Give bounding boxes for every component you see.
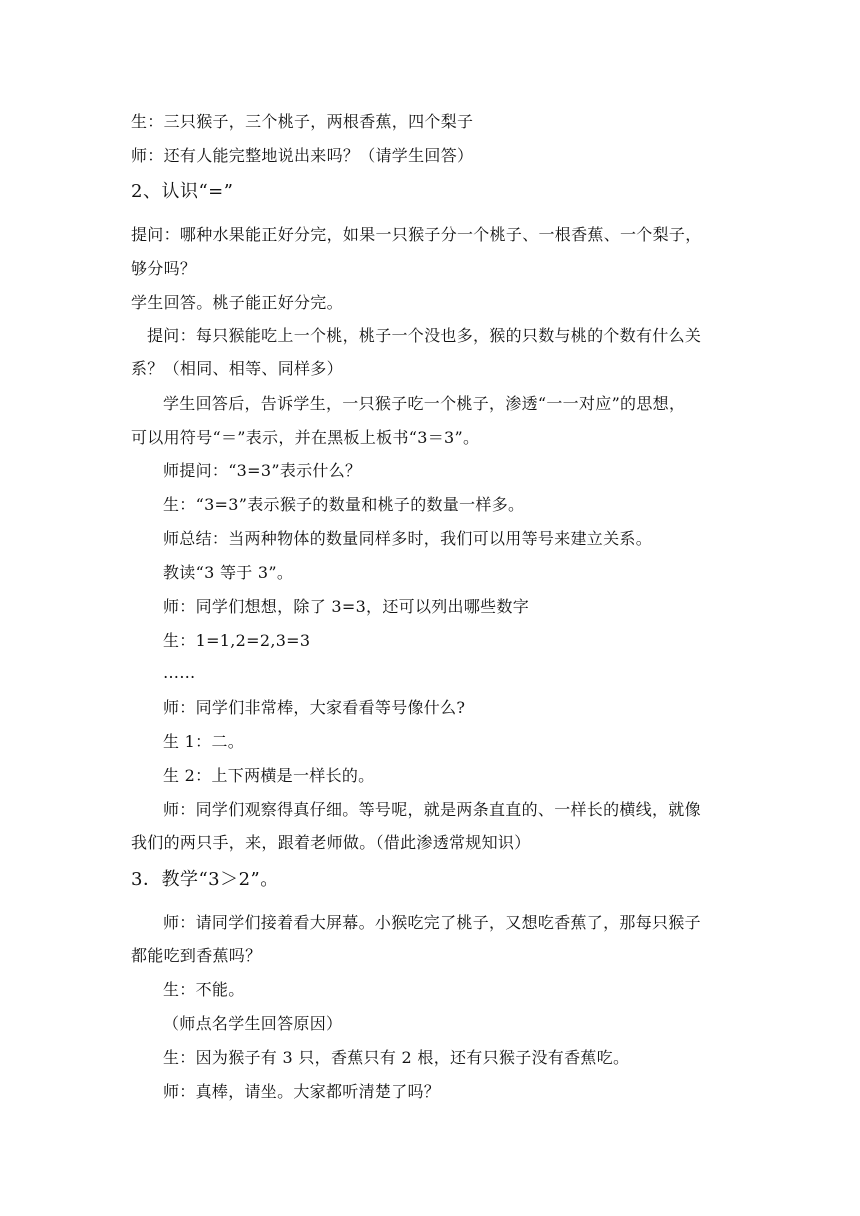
text-line: （师点名学生回答原因） (163, 1014, 343, 1033)
text-line: 师：同学们想想，除了 3=3，还可以列出哪些数字 (163, 597, 530, 616)
text-line: 可以用符号“＝”表示，并在黑板上板书“3＝3”。 (131, 428, 480, 447)
text-line: 生：不能。 (163, 980, 245, 999)
section-heading: 2、认识“=” (131, 181, 234, 202)
text-line: 学生回答后，告诉学生，一只猴子吃一个桃子，渗透“一一对应”的思想， (163, 394, 686, 413)
text-line: 学生回答。桃子能正好分完。 (131, 293, 343, 312)
text-line: 够分吗？ (131, 259, 197, 278)
text-line: 生：三只猴子，三个桃子，两根香蕉，四个梨子 (131, 112, 474, 131)
text-line: 教读“3 等于 3”。 (163, 563, 294, 582)
text-line: 我们的两只手，来，跟着老师做。（借此渗透常规知识） (131, 833, 531, 852)
text-line: 提问：哪种水果能正好分完，如果一只猴子分一个桃子、一根香蕉、一个梨子， (131, 225, 702, 244)
section-heading: 3．教学“3＞2”。 (131, 869, 279, 890)
text-line: 提问：每只猴能吃上一个桃，桃子一个没也多，猴的只数与桃的个数有什么关 (147, 326, 702, 345)
text-line: 生：因为猴子有 3 只，香蕉只有 2 根，还有只猴子没有香蕉吃。 (163, 1048, 630, 1067)
text-line: 系？（相同、相等、同样多） (131, 359, 343, 378)
text-line: 生：1=1,2=2,3=3 (163, 631, 311, 650)
text-line: 师：同学们观察得真仔细。等号呢，就是两条直直的、一样长的横线，就像 (163, 800, 701, 819)
text-line: 师总结：当两种物体的数量同样多时，我们可以用等号来建立关系。 (163, 529, 653, 548)
text-line: 生 1：二。 (163, 732, 245, 751)
text-line: 生：“3=3”表示猴子的数量和桃子的数量一样多。 (163, 495, 525, 514)
text-line: 师：真棒，请坐。大家都听清楚了吗？ (163, 1082, 441, 1101)
text-line: 师：同学们非常棒，大家看看等号像什么? (163, 698, 466, 717)
text-line: 师：请同学们接着看大屏幕。小猴吃完了桃子，又想吃香蕉了，那每只猴子 (163, 913, 701, 932)
text-line: 师提问：“3=3”表示什么？ (163, 461, 362, 480)
text-line: 生 2：上下两横是一样长的。 (163, 766, 375, 785)
text-line: …… (163, 663, 196, 682)
text-line: 师：还有人能完整地说出来吗？（请学生回答） (131, 146, 474, 165)
text-line: 都能吃到香蕉吗？ (131, 946, 262, 965)
